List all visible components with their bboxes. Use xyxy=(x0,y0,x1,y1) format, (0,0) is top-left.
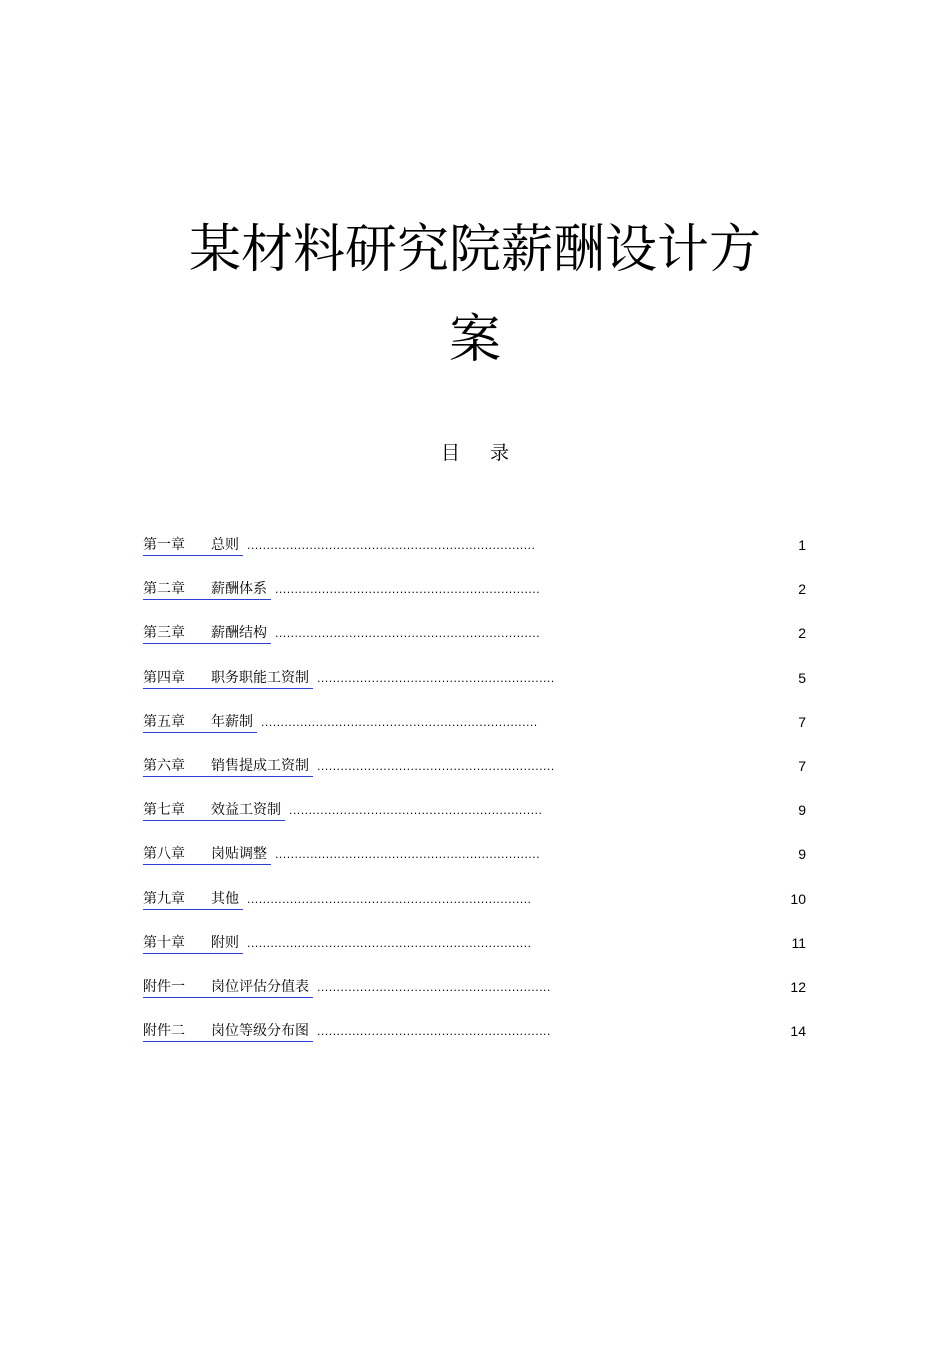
toc-entry-link[interactable] xyxy=(143,800,285,821)
toc-entry-link[interactable] xyxy=(143,579,271,600)
document-title-line-1: 某材料研究院薪酬设计方 xyxy=(188,220,761,280)
toc-entry[interactable] xyxy=(143,972,806,1016)
toc-page-number: 14 xyxy=(790,1023,806,1040)
toc-page-number: 10 xyxy=(790,890,806,907)
toc-page-number: 2 xyxy=(798,581,806,598)
toc-dot-leader: .................................................................... xyxy=(275,848,540,862)
toc-chapter-title: 年薪制 xyxy=(211,713,253,730)
toc-dot-leader: ......................................................................... xyxy=(247,892,532,906)
toc-chapter-number: 第六章 xyxy=(143,757,185,774)
toc-chapter-number: 第十章 xyxy=(143,934,185,951)
document-title-line-2: 案 xyxy=(448,310,501,370)
toc-page-number: 7 xyxy=(798,713,806,730)
toc-chapter-title: 岗位等级分布图 xyxy=(211,1023,309,1040)
toc-entry-link[interactable] xyxy=(143,668,313,689)
toc-page-number: 7 xyxy=(798,757,806,774)
toc-page-number: 1 xyxy=(798,537,806,553)
toc-chapter-number: 第四章 xyxy=(143,669,185,686)
toc-entry[interactable] xyxy=(143,574,806,618)
toc-page-number: 9 xyxy=(798,802,806,819)
toc-entry[interactable] xyxy=(143,795,806,839)
toc-chapter-number: 附件二 xyxy=(143,1023,185,1040)
toc-entry-link[interactable] xyxy=(143,977,313,998)
toc-entry-link[interactable] xyxy=(143,712,257,733)
toc-entry[interactable] xyxy=(143,928,806,972)
toc-chapter-number: 第三章 xyxy=(143,625,185,642)
toc-dot-leader: .................................................................... xyxy=(275,583,540,597)
toc-chapter-title: 效益工资制 xyxy=(211,802,281,819)
toc-dot-leader: ............................................................ xyxy=(317,1025,551,1039)
toc-dot-leader: ......................................................................... xyxy=(247,936,532,950)
toc-chapter-title: 职务职能工资制 xyxy=(211,669,309,686)
toc-chapter-number: 第七章 xyxy=(143,802,185,819)
toc-chapter-title: 其他 xyxy=(211,890,239,907)
toc-entry[interactable] xyxy=(143,751,806,795)
toc-heading: 目录 xyxy=(440,442,539,464)
toc-page-number: 2 xyxy=(798,625,806,642)
toc-chapter-number: 第一章 xyxy=(143,537,185,553)
toc-entry-link[interactable] xyxy=(143,889,243,910)
toc-page-number: 11 xyxy=(791,934,806,951)
toc-dot-leader: .......................................................................... xyxy=(247,539,536,552)
toc-dot-leader: .................................................................... xyxy=(275,627,540,641)
toc-chapter-number: 第九章 xyxy=(143,890,185,907)
toc-entry-link[interactable] xyxy=(143,844,271,865)
toc-entry[interactable] xyxy=(143,1016,806,1060)
toc-dot-leader: ............................................................. xyxy=(317,759,555,773)
toc-chapter-title: 销售提成工资制 xyxy=(211,757,309,774)
toc-page-number: 12 xyxy=(790,978,806,995)
toc-page-number: 5 xyxy=(798,669,806,686)
toc-dot-leader: ............................................................ xyxy=(317,980,551,994)
toc-entry[interactable] xyxy=(143,884,806,928)
toc-dot-leader: ............................................................. xyxy=(317,671,555,685)
toc-chapter-number: 第五章 xyxy=(143,713,185,730)
toc-chapter-title: 薪酬体系 xyxy=(211,581,267,598)
toc-chapter-title: 总则 xyxy=(211,537,239,553)
toc-dot-leader: ....................................................................... xyxy=(261,715,538,729)
toc-chapter-title: 附则 xyxy=(211,934,239,951)
toc-page-number: 9 xyxy=(798,846,806,863)
toc-entry[interactable] xyxy=(143,530,806,574)
toc-entry[interactable] xyxy=(143,618,806,662)
toc-entry-link[interactable] xyxy=(143,756,313,777)
toc-entry-link[interactable] xyxy=(143,1021,313,1042)
toc-chapter-number: 第二章 xyxy=(143,581,185,598)
toc-chapter-number: 第八章 xyxy=(143,846,185,863)
toc-entry-link[interactable] xyxy=(143,623,271,644)
toc-entry[interactable] xyxy=(143,839,806,883)
toc-dot-leader: ................................................................. xyxy=(289,804,543,818)
toc-entry[interactable] xyxy=(143,663,806,707)
toc-entry-link[interactable] xyxy=(143,933,243,954)
toc-chapter-title: 薪酬结构 xyxy=(211,625,267,642)
toc-entry[interactable] xyxy=(143,707,806,751)
toc-entry-link[interactable] xyxy=(143,535,243,556)
table-of-contents xyxy=(143,530,806,1060)
toc-chapter-title: 岗贴调整 xyxy=(211,846,267,863)
toc-chapter-number: 附件一 xyxy=(143,978,185,995)
toc-chapter-title: 岗位评估分值表 xyxy=(211,978,309,995)
